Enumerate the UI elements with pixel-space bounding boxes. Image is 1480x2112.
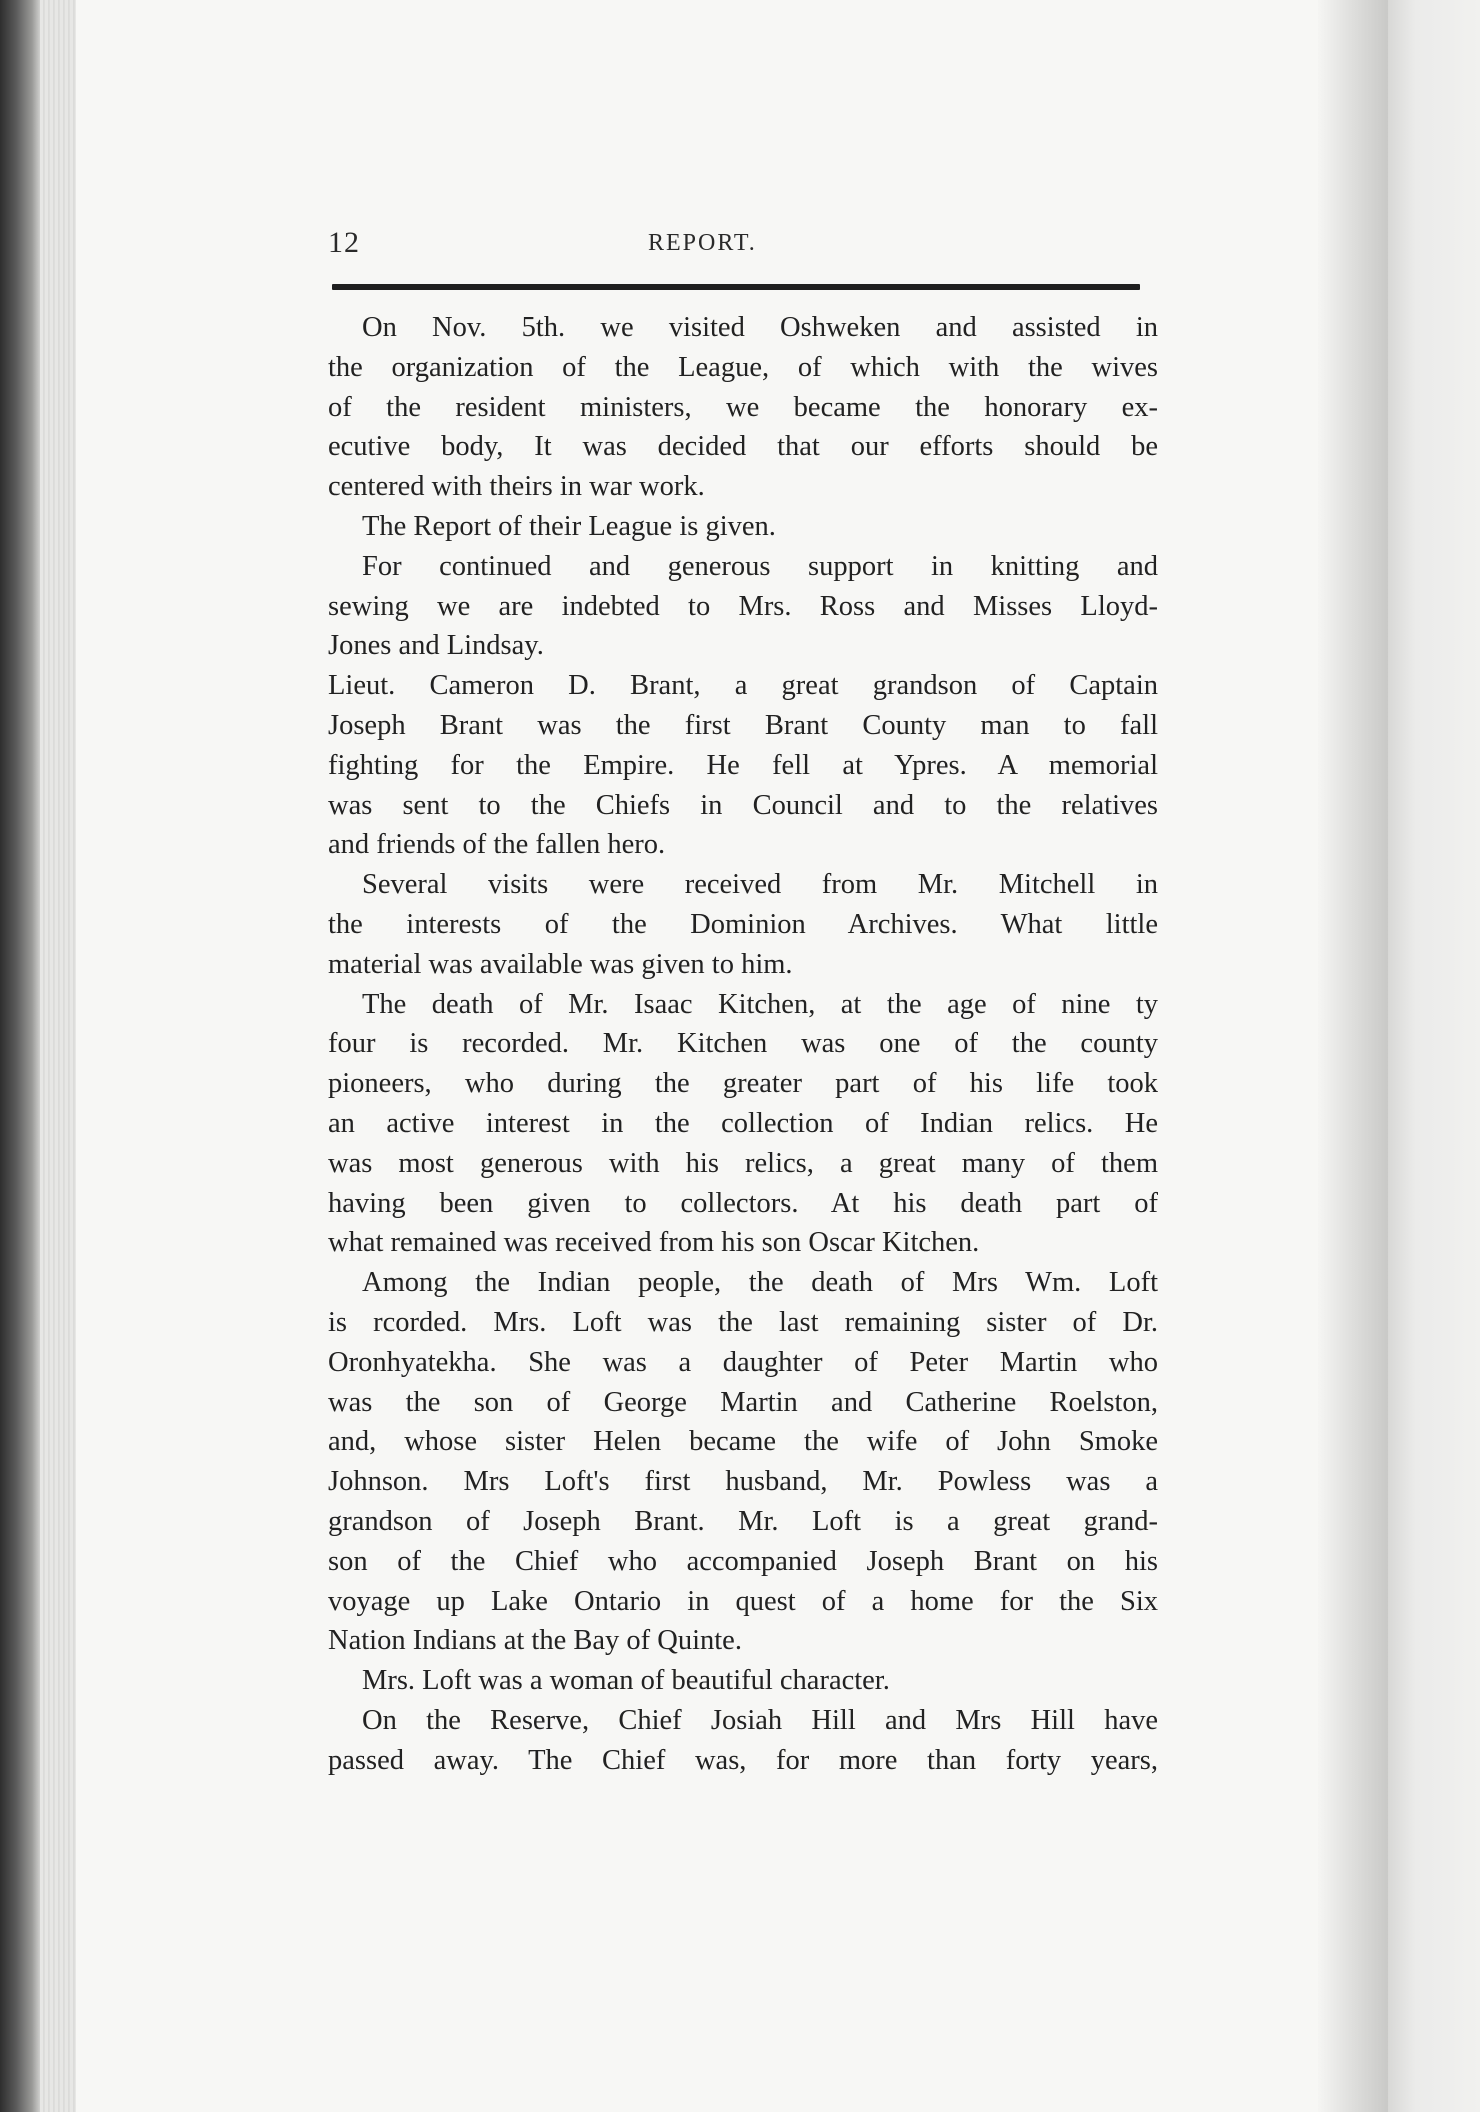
- facing-page-edge: [1388, 0, 1480, 2112]
- text-line: Jones and Lindsay.: [328, 630, 544, 662]
- text-line: passed away. The Chief was, for more than forty years,: [328, 1744, 1158, 1776]
- text-line: what remained was received from his son Oscar Kitchen.: [328, 1227, 980, 1259]
- text-line: four is recorded. Mr. Kitchen was one of the county: [328, 1028, 1158, 1060]
- page-header: [328, 226, 1140, 266]
- text-line: sewing we are indebted to Mrs. Ross and Misses Lloyd-: [328, 590, 1158, 622]
- text-line: son of the Chief who accompanied Joseph Brant on his: [328, 1545, 1158, 1577]
- text-line: is rcorded. Mrs. Loft was the last remaining sister of Dr.: [328, 1306, 1158, 1338]
- text-line: The death of Mr. Isaac Kitchen, at the age of nine ty: [362, 988, 1158, 1020]
- scanner-background: [0, 0, 40, 2112]
- book-page-edges: [40, 0, 76, 2112]
- header-rule: [332, 284, 1140, 290]
- text-line: ecutive body, It was decided that our efforts should be: [328, 431, 1158, 463]
- text-line: On Nov. 5th. we visited Oshweken and assisted in: [362, 312, 1158, 343]
- text-line: For continued and generous support in knitting and: [362, 550, 1158, 582]
- text-line: The Report of their League is given.: [362, 510, 776, 542]
- text-line: voyage up Lake Ontario in quest of a home for the Six: [328, 1585, 1158, 1617]
- text-line: of the resident ministers, we became the honorary ex-: [328, 391, 1158, 423]
- text-line: Among the Indian people, the death of Mrs Wm. Loft: [362, 1267, 1158, 1299]
- book-gutter: [1318, 0, 1388, 2112]
- text-line: Joseph Brant was the first Brant County man to fall: [328, 709, 1158, 741]
- text-line: Several visits were received from Mr. Mitchell in: [362, 869, 1158, 901]
- text-line: centered with theirs in war work.: [328, 471, 705, 503]
- text-line: was sent to the Chiefs in Council and to the relatives: [328, 789, 1158, 821]
- text-line: fighting for the Empire. He fell at Ypres. A memorial: [328, 749, 1158, 781]
- text-line: was most generous with his relics, a great many of them: [328, 1147, 1158, 1179]
- text-line: the interests of the Dominion Archives. What little: [328, 908, 1158, 940]
- text-line: On the Reserve, Chief Josiah Hill and Mrs Hill have: [362, 1704, 1158, 1736]
- text-line: grandson of Joseph Brant. Mr. Loft is a great grand-: [328, 1505, 1158, 1537]
- page-number: 12: [328, 226, 360, 259]
- text-line: the organization of the League, of which with the wives: [328, 351, 1158, 383]
- text-line: and, whose sister Helen became the wife of John Smoke: [328, 1426, 1158, 1458]
- text-line: pioneers, who during the greater part of his life took: [328, 1068, 1158, 1100]
- running-head: REPORT.: [648, 230, 757, 256]
- text-line: Lieut. Cameron D. Brant, a great grandson of Captain: [328, 670, 1158, 702]
- text-line: Nation Indians at the Bay of Quinte.: [328, 1625, 742, 1657]
- text-line: material was available was given to him.: [328, 948, 793, 980]
- text-line: Oronhyatekha. She was a daughter of Peter Martin who: [328, 1346, 1158, 1378]
- text-line: Mrs. Loft was a woman of beautiful character.: [362, 1665, 890, 1697]
- text-line: having been given to collectors. At his death part of: [328, 1187, 1158, 1219]
- text-line: was the son of George Martin and Catherine Roelston,: [328, 1386, 1158, 1418]
- text-line: and friends of the fallen hero.: [328, 829, 666, 861]
- text-line: an active interest in the collection of Indian relics. He: [328, 1107, 1158, 1139]
- body-text: [328, 308, 1158, 1780]
- text-line: Johnson. Mrs Loft's first husband, Mr. Powless was a: [328, 1466, 1158, 1498]
